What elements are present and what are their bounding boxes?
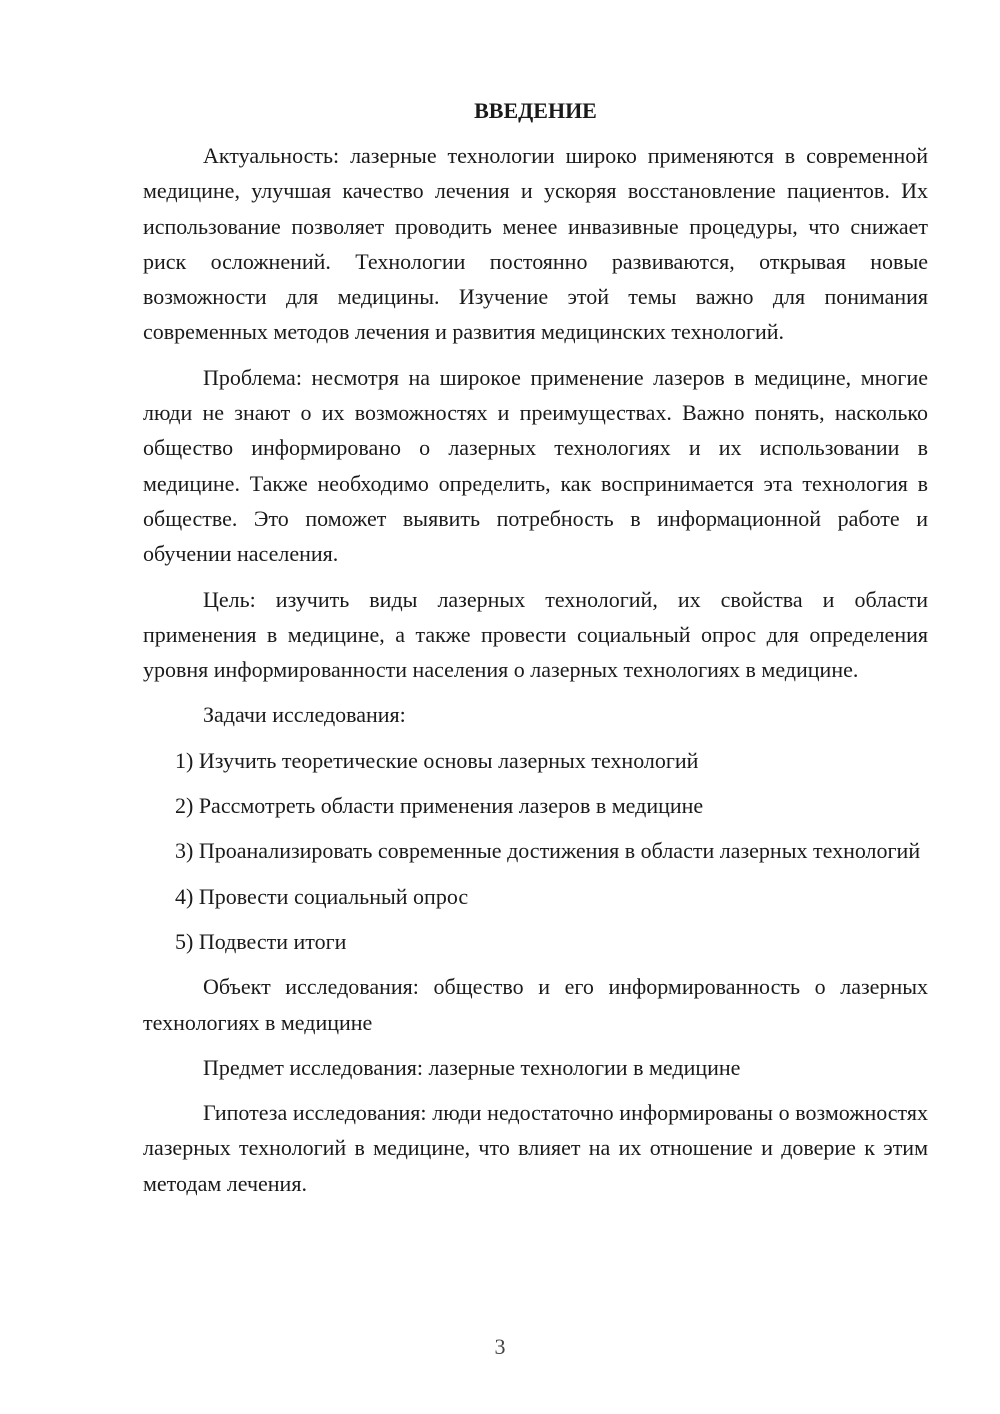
list-item: 4) Провести социальный опрос: [175, 883, 469, 909]
list-item: 3) Проанализировать современные достижения в области лазерных технологий: [175, 838, 921, 864]
problem-paragraph: Проблема: несмотря на широкое применение лазеров в медицине, многие люди не знают о их возможностях и преимуществах. Важно понять, насколько общество информировано о лазерных технологиях и их использовании в медицине. Также необходимо определить, как воспринимается эта технология в обществе. Это поможет выявить потребность в информационной работе и обучении населения.: [143, 364, 928, 567]
page-title: ВВЕДЕНИЕ: [474, 98, 597, 123]
object-paragraph: Объект исследования: общество и его информированность о лазерных технологиях в медицине: [143, 974, 928, 1035]
document-page: [143, 96, 928, 1211]
list-item: 5) Подвести итоги: [175, 928, 347, 954]
goal-paragraph: Цель: изучить виды лазерных технологий, их свойства и области применения в медицине, а также провести социальный опрос для определения уровня информированности населения о лазерных технологиях в медицине.: [143, 586, 928, 683]
list-item: 1) Изучить теоретические основы лазерных технологий: [175, 747, 699, 773]
list-item: 2) Рассмотреть области применения лазеров в медицине: [175, 793, 704, 819]
tasks-list: [143, 743, 928, 959]
relevance-paragraph: Актуальность: лазерные технологии широко применяются в современной медицине, улучшая качество лечения и ускоряя восстановление пациентов. Их использование позволяет проводить менее инвазивные процедуры, что снижает риск осложнений. Технологии постоянно развиваются, открывая новые возможности для медицины. Изучение этой темы важно для понимания современных методов лечения и развития медицинских технологий.: [143, 143, 928, 345]
subject-paragraph: Предмет исследования: лазерные технологии в медицине: [203, 1054, 741, 1080]
hypothesis-paragraph: Гипотеза исследования: люди недостаточно информированы о возможностях лазерных технологий в медицине, что влияет на их отношение и доверие к этим методам лечения.: [143, 1100, 928, 1196]
page-number: 3: [494, 1334, 506, 1359]
tasks-heading: Задачи исследования:: [203, 702, 406, 728]
